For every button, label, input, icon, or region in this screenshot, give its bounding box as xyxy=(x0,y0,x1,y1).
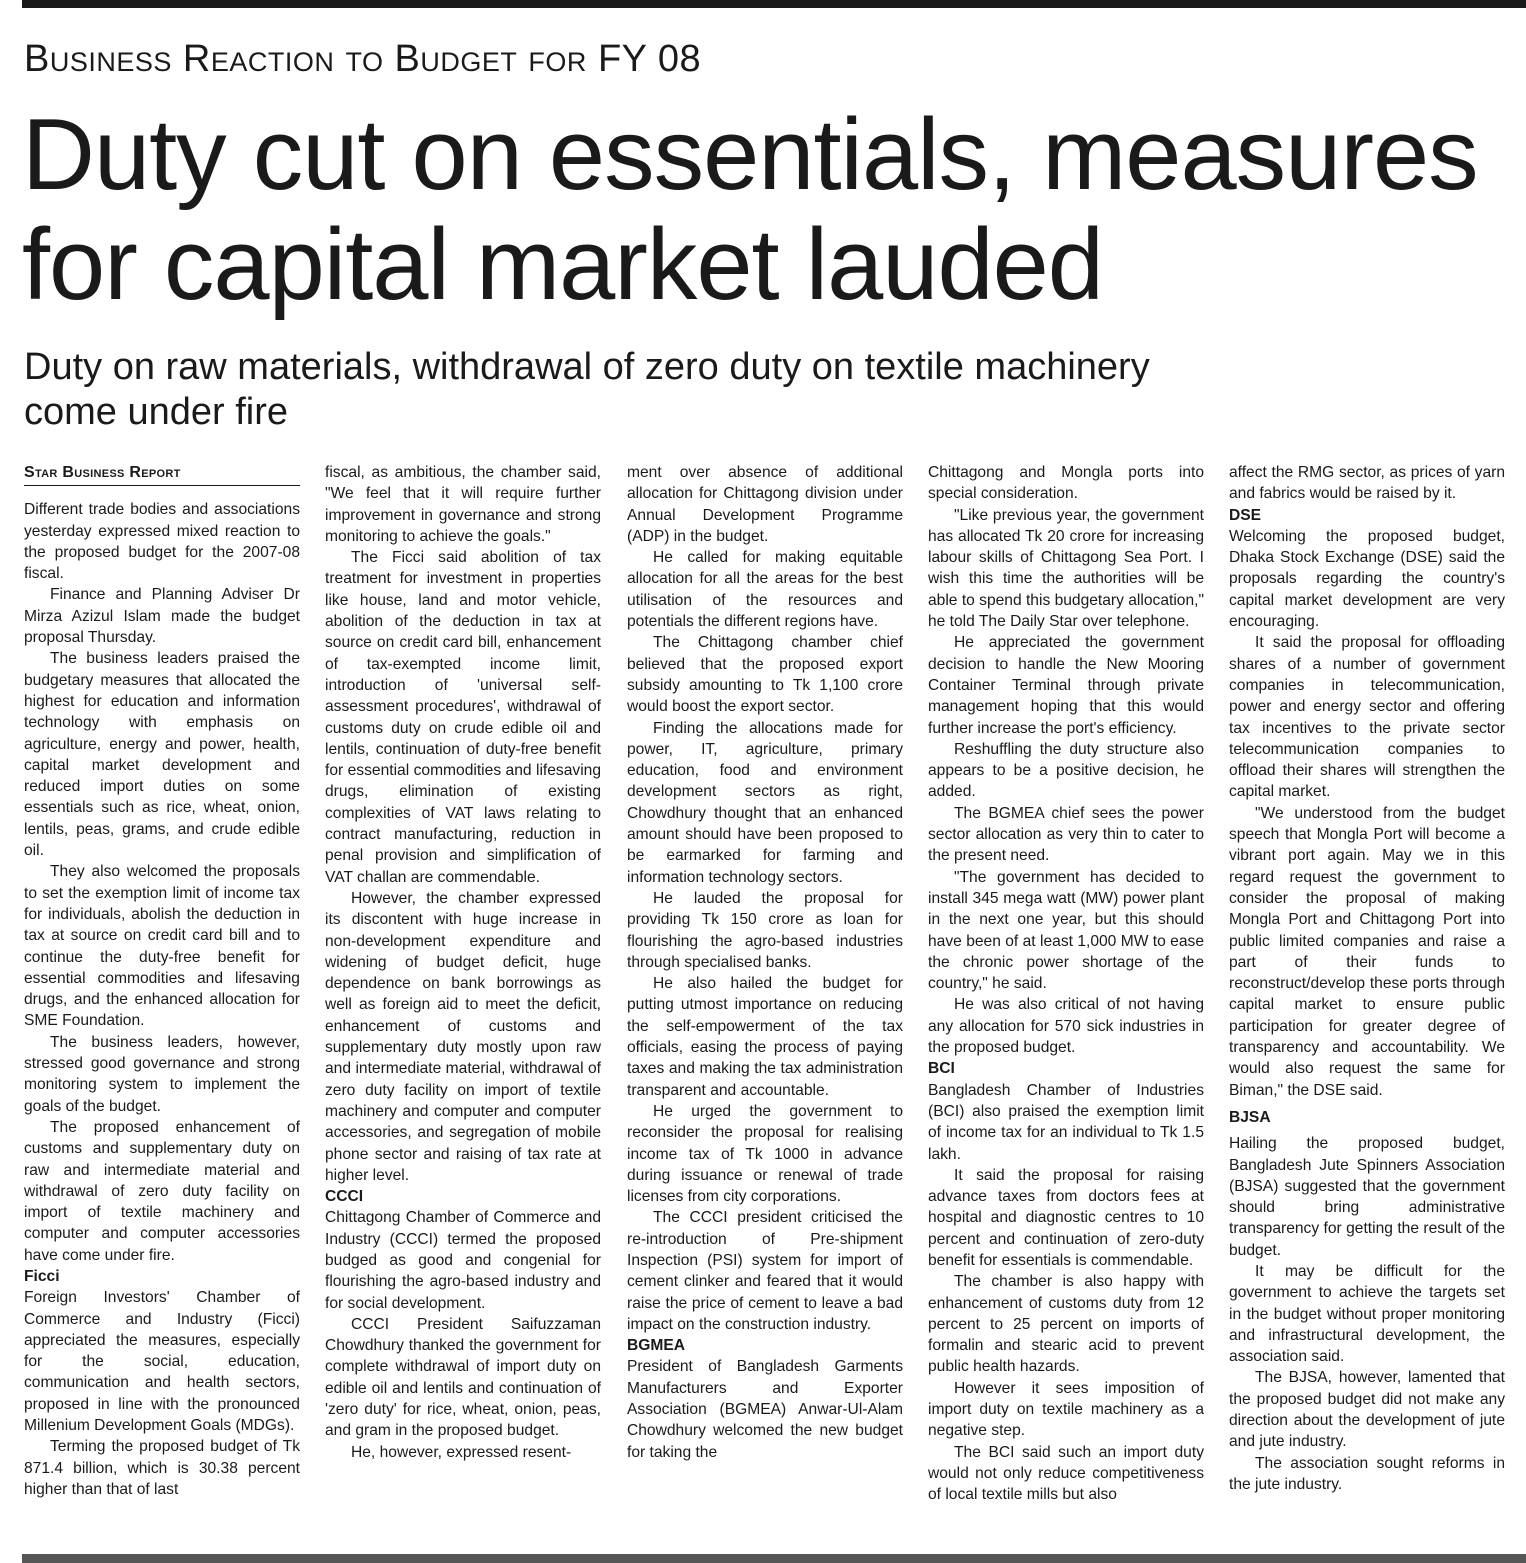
subhead-ccci: CCCI xyxy=(325,1188,364,1206)
subheadline: Duty on raw materials, withdrawal of zero duty on textile machinery come under fire xyxy=(24,346,1150,433)
byline: Star Business Report xyxy=(24,462,300,486)
column-1 xyxy=(24,462,300,1500)
column-4 xyxy=(928,462,1204,1506)
paragraph: The chamber is also happy with enhancement of customs duty from 12 percent to 25 percent on imports of formalin and stearic acid to prevent public health hazards. xyxy=(928,1273,1204,1376)
column-5 xyxy=(1229,462,1505,1495)
paragraph: Welcoming the proposed budget, Dhaka Stock Exchange (DSE) said the proposals regarding the country's capital market development are very encouraging. xyxy=(1229,527,1505,631)
paragraph: The business leaders, however, stressed good governance and strong monitoring system to implement the goals of the budget. xyxy=(24,1033,300,1115)
paragraph: "We understood from the budget speech that Mongla Port will become a vibrant port again. May we in this regard request the government to consider the proposal of making Mongla Port and Chittagong Port into public limited companies and raise a part of their funds to reconstruct/develop these ports through capital market to ensure public participation for greater degree of transparency and accountability. We would also request the same for Biman," the DSE said. xyxy=(1229,804,1505,1099)
paragraph: He called for making equitable allocation for all the areas for the best utilisation of the resources and potentials the different regions have. xyxy=(627,549,903,631)
paragraph: The association sought reforms in the jute industry. xyxy=(1229,1454,1505,1493)
paragraph: Finding the allocations made for power, IT, agriculture, primary education, food and environment development sectors as right, Chowdhury thought that an enhanced amount should have been proposed to be earmarked for farming and information technology sectors. xyxy=(627,719,903,886)
paragraph: The BJSA, however, lamented that the proposed budget did not make any direction about the development of jute and jute industry. xyxy=(1229,1369,1505,1451)
paragraph: The BCI said such an import duty would not only reduce competitiveness of local textile mills but also xyxy=(928,1443,1204,1504)
paragraph: The Ficci said abolition of tax treatment for investment in properties like house, land and motor vehicle, abolition of the deduction in tax at source on credit card bill, enhancement of tax-exempted income limit, introduction of 'universal self-assessment procedures', withdrawal of customs duty on crude edible oil and lentils, continuation of duty-free benefit for essential commodities and lifesaving drugs, elimination of existing complexities of VAT laws relating to contract manufacturing, reduction in penal provision and simplification of VAT challan are commendable. xyxy=(325,549,601,886)
paragraph: It said the proposal for raising advance taxes from doctors fees at hospital and diagnostic centres to 10 percent and continuation of zero-duty benefit for essentials is commendable. xyxy=(928,1166,1204,1269)
paragraph: fiscal, as ambitious, the chamber said, "We feel that it will require further improvement in governance and strong monitoring to achieve the goals." xyxy=(325,464,601,545)
paragraph: Chittagong Chamber of Commerce and Industry (CCCI) termed the proposed budged as good and congenial for flourishing the agro-based industry and for social development. xyxy=(325,1209,601,1312)
paragraph: Bangladesh Chamber of Industries (BCI) also praised the exemption limit of income tax for an individual to Tk 1.5 lakh. xyxy=(928,1081,1204,1163)
column-2 xyxy=(325,462,601,1463)
subhead-ficci: Ficci xyxy=(24,1267,60,1285)
paragraph: The business leaders praised the budgetary measures that allocated the highest for education and information technology with emphasis on agriculture, energy and power, health, capital market development and reduced import duties on some essentials such as rice, wheat, onion, lentils, peas, grams, and crude edible oil. xyxy=(24,650,300,860)
paragraph: The proposed enhancement of customs and supplementary duty on raw and intermediate material and withdrawal of zero duty facility on import of textile machinery and computer and computer accessories have come under fire. xyxy=(24,1118,300,1264)
paragraph: He, however, expressed resent- xyxy=(351,1443,572,1461)
paragraph: "Like previous year, the government has allocated Tk 20 crore for increasing labour skills of Chittagong Sea Port. I wish this time the authorities will be able to spend this budgetary allocation," he told The Daily Star over telephone. xyxy=(928,506,1205,631)
bottom-rule xyxy=(22,1554,1526,1563)
paragraph: It may be difficult for the government to achieve the targets set in the budget without proper monitoring and infrastructural development, the association said. xyxy=(1229,1262,1505,1366)
headline: Duty cut on essentials, measures for capital market lauded xyxy=(22,99,1478,321)
paragraph: He appreciated the government decision to handle the New Mooring Container Terminal through private management hoping that this would further increase the port's efficiency. xyxy=(928,634,1204,737)
paragraph: He also hailed the budget for putting utmost importance on reducing the self-empowerment of the tax officials, easing the process of paying taxes and making the tax administration transparent and accountable. xyxy=(627,975,903,1099)
paragraph: Reshuffling the duty structure also appears to be a positive decision, he added. xyxy=(928,740,1204,801)
paragraph: The BGMEA chief sees the power sector allocation as very thin to cater to the present need. xyxy=(928,804,1204,865)
paragraph: However it sees imposition of import duty on textile machinery as a negative step. xyxy=(928,1379,1204,1440)
paragraph: He lauded the proposal for providing Tk 150 crore as loan for flourishing the agro-based industries through specialised banks. xyxy=(627,889,903,971)
paragraph: Hailing the proposed budget, Bangladesh Jute Spinners Association (BJSA) suggested that the government should bring administrative transparency for getting the result of the budget. xyxy=(1229,1135,1505,1259)
paragraph: affect the RMG sector, as prices of yarn and fabrics would be raised by it. xyxy=(1229,464,1505,503)
top-rule xyxy=(22,0,1526,8)
subhead-dse: DSE xyxy=(1229,506,1262,524)
paragraph: ment over absence of additional allocation for Chittagong division under Annual Development Programme (ADP) in the budget. xyxy=(627,464,903,545)
paragraph: "The government has decided to install 345 mega watt (MW) power plant in the next one year, but this should have been of at least 1,000 MW to ease the chronic power shortage of the country," he said. xyxy=(928,868,1204,993)
paragraph: Finance and Planning Adviser Dr Mirza Azizul Islam made the budget proposal Thursday. xyxy=(24,586,300,647)
paragraph: It said the proposal for offloading shares of a number of government companies in telecommunication, power and energy sector and offering tax incentives to the private sector telecommunication companies to offload their shares will strengthen the capital market. xyxy=(1229,634,1505,801)
paragraph: President of Bangladesh Garments Manufacturers and Exporter Association (BGMEA) Anwar-Ul-Alam Chowdhury welcomed the new budget for taking the xyxy=(627,1358,903,1461)
paragraph: He urged the government to reconsider the proposal for realising income tax of Tk 1000 in advance during issuance or renewal of trade licenses from city corporations. xyxy=(627,1102,903,1206)
section-kicker: Business Reaction to Budget for FY 08 xyxy=(24,38,702,80)
paragraph: The CCCI president criticised the re-introduction of Pre-shipment Inspection (PSI) system for import of cement clinker and feared that it would raise the price of cement to leave a bad impact on the construction industry. xyxy=(627,1209,903,1333)
paragraph: Chittagong and Mongla ports into special consideration. xyxy=(928,464,1204,503)
subhead-bci: BCI xyxy=(928,1060,955,1078)
paragraph: Foreign Investors' Chamber of Commerce and Industry (Ficci) appreciated the measures, especially for the social, education, communication and health sectors, proposed in line with the pronounced Millenium Development Goals (MDGs). xyxy=(24,1289,300,1435)
subhead-bgmea: BGMEA xyxy=(627,1337,686,1355)
paragraph: The Chittagong chamber chief believed that the proposed export subsidy amounting to Tk 1,100 crore would boost the export sector. xyxy=(627,634,903,716)
paragraph: He was also critical of not having any allocation for 570 sick industries in the proposed budget. xyxy=(928,996,1204,1057)
paragraph: Terming the proposed budget of Tk 871.4 billion, which is 30.38 percent higher than that of last xyxy=(24,1438,300,1498)
paragraph: However, the chamber expressed its discontent with huge increase in non-development expenditure and widening of budget deficit, huge dependence on bank borrowings as well as foreign aid to meet the deficit, enhancement of customs and supplementary duty mostly upon raw and intermediate material, withdrawal of zero duty facility on import of textile machinery and computer and computer accessories, and segregation of mobile phone sector and raising of tax rate at higher level. xyxy=(325,889,601,1184)
subhead-bjsa: BJSA xyxy=(1229,1108,1271,1126)
paragraph: CCCI President Saifuzzaman Chowdhury thanked the government for complete withdrawal of import duty on edible oil and lentils and continuation of 'zero duty' for rice, wheat, onion, peas, and gram in the proposed budget. xyxy=(325,1315,601,1440)
column-3 xyxy=(627,462,903,1463)
paragraph: Different trade bodies and associations yesterday expressed mixed reaction to the proposed budget for the 2007-08 fiscal. xyxy=(24,501,300,583)
paragraph: They also welcomed the proposals to set the exemption limit of income tax for individuals, abolish the deduction in tax at source on credit card bill and to continue the duty-free benefit for essential commodities and lifesaving drugs, and the enhanced allocation for SME Foundation. xyxy=(24,863,300,1030)
